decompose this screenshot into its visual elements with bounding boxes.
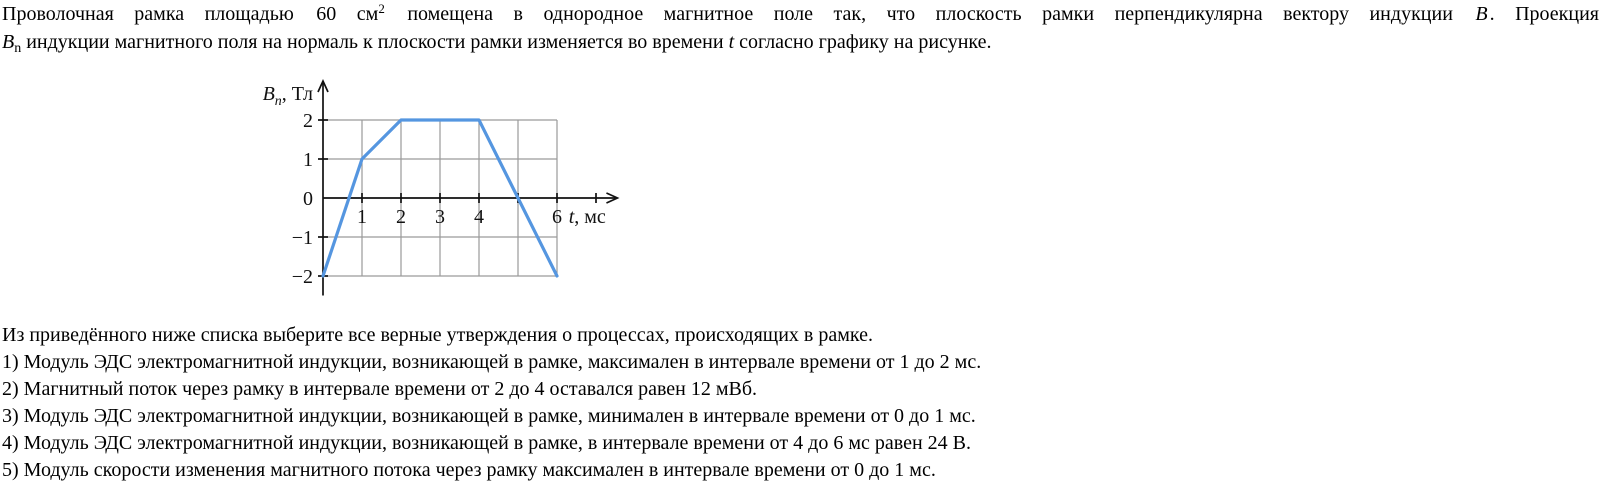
statement-option-3: 3) Модуль ЭДС электромагнитной индукции, возникающей в рамке, минимален в интервале времени от 0 до 1 мс.	[2, 405, 976, 427]
statement-option-4: 4) Модуль ЭДС электромагнитной индукции, возникающей в рамке, в интервале времени от 4 до 6 мс равен 24 В.	[2, 432, 971, 454]
x-axis-title: t, мс	[568, 206, 606, 228]
x-tick-label: 4	[474, 206, 484, 228]
bn-subscript: n	[14, 41, 22, 56]
y-tick-label: −1	[291, 227, 313, 249]
text-segment: Проволочная рамка площадью	[2, 3, 315, 25]
bn-symbol: B	[2, 31, 15, 53]
y-axis-title: $B_n$, Тл	[262, 83, 313, 109]
answer-options-block	[2, 322, 1599, 484]
b-symbol: B	[1475, 3, 1488, 25]
statement-option-2: 2) Магнитный поток через рамку в интервале времени от 2 до 4 оставался равен 12 мВб.	[2, 378, 758, 400]
y-tick-label: 0	[303, 188, 313, 210]
x-tick-label: 2	[396, 206, 406, 228]
problem-text-line1	[2, 0, 1599, 28]
statement-option-5: 5) Модуль скорости изменения магнитного потока через рамку максимален в интервале времени от 0 до 1 мс.	[2, 459, 936, 481]
text-segment: индукции магнитного поля на нормаль к плоскости рамки изменяется во времени	[21, 31, 729, 53]
y-tick-label: −2	[291, 266, 313, 288]
problem-text-line2	[2, 28, 1599, 56]
y-tick-label: 2	[303, 110, 313, 132]
problem-statement	[2, 0, 1599, 56]
area-exponent: 2	[378, 1, 385, 16]
x-tick-label: 1	[357, 206, 367, 228]
text-segment: . Проекция	[1489, 3, 1599, 25]
text-segment: помещена в однородное магнитное поле так, что плоскость рамки перпендикулярна вектору индукции	[386, 3, 1474, 25]
question-text: Из приведённого ниже списка выберите все верные утверждения о процессах, происходящих в рамке.	[2, 324, 873, 346]
text-segment: согласно графику на рисунке.	[734, 31, 992, 53]
y-tick-label: 1	[303, 149, 313, 171]
statement-option-1: 1) Модуль ЭДС электромагнитной индукции, возникающей в рамке, максимален в интервале времени от 1 до 2 мс.	[2, 351, 982, 373]
bn-vs-t-chart	[225, 72, 645, 307]
x-tick-label: 6	[552, 206, 562, 228]
area-formula	[314, 3, 387, 25]
x-tick-label: 3	[435, 206, 445, 228]
area-value: 60 см	[316, 3, 379, 25]
t-symbol: t	[728, 31, 735, 53]
